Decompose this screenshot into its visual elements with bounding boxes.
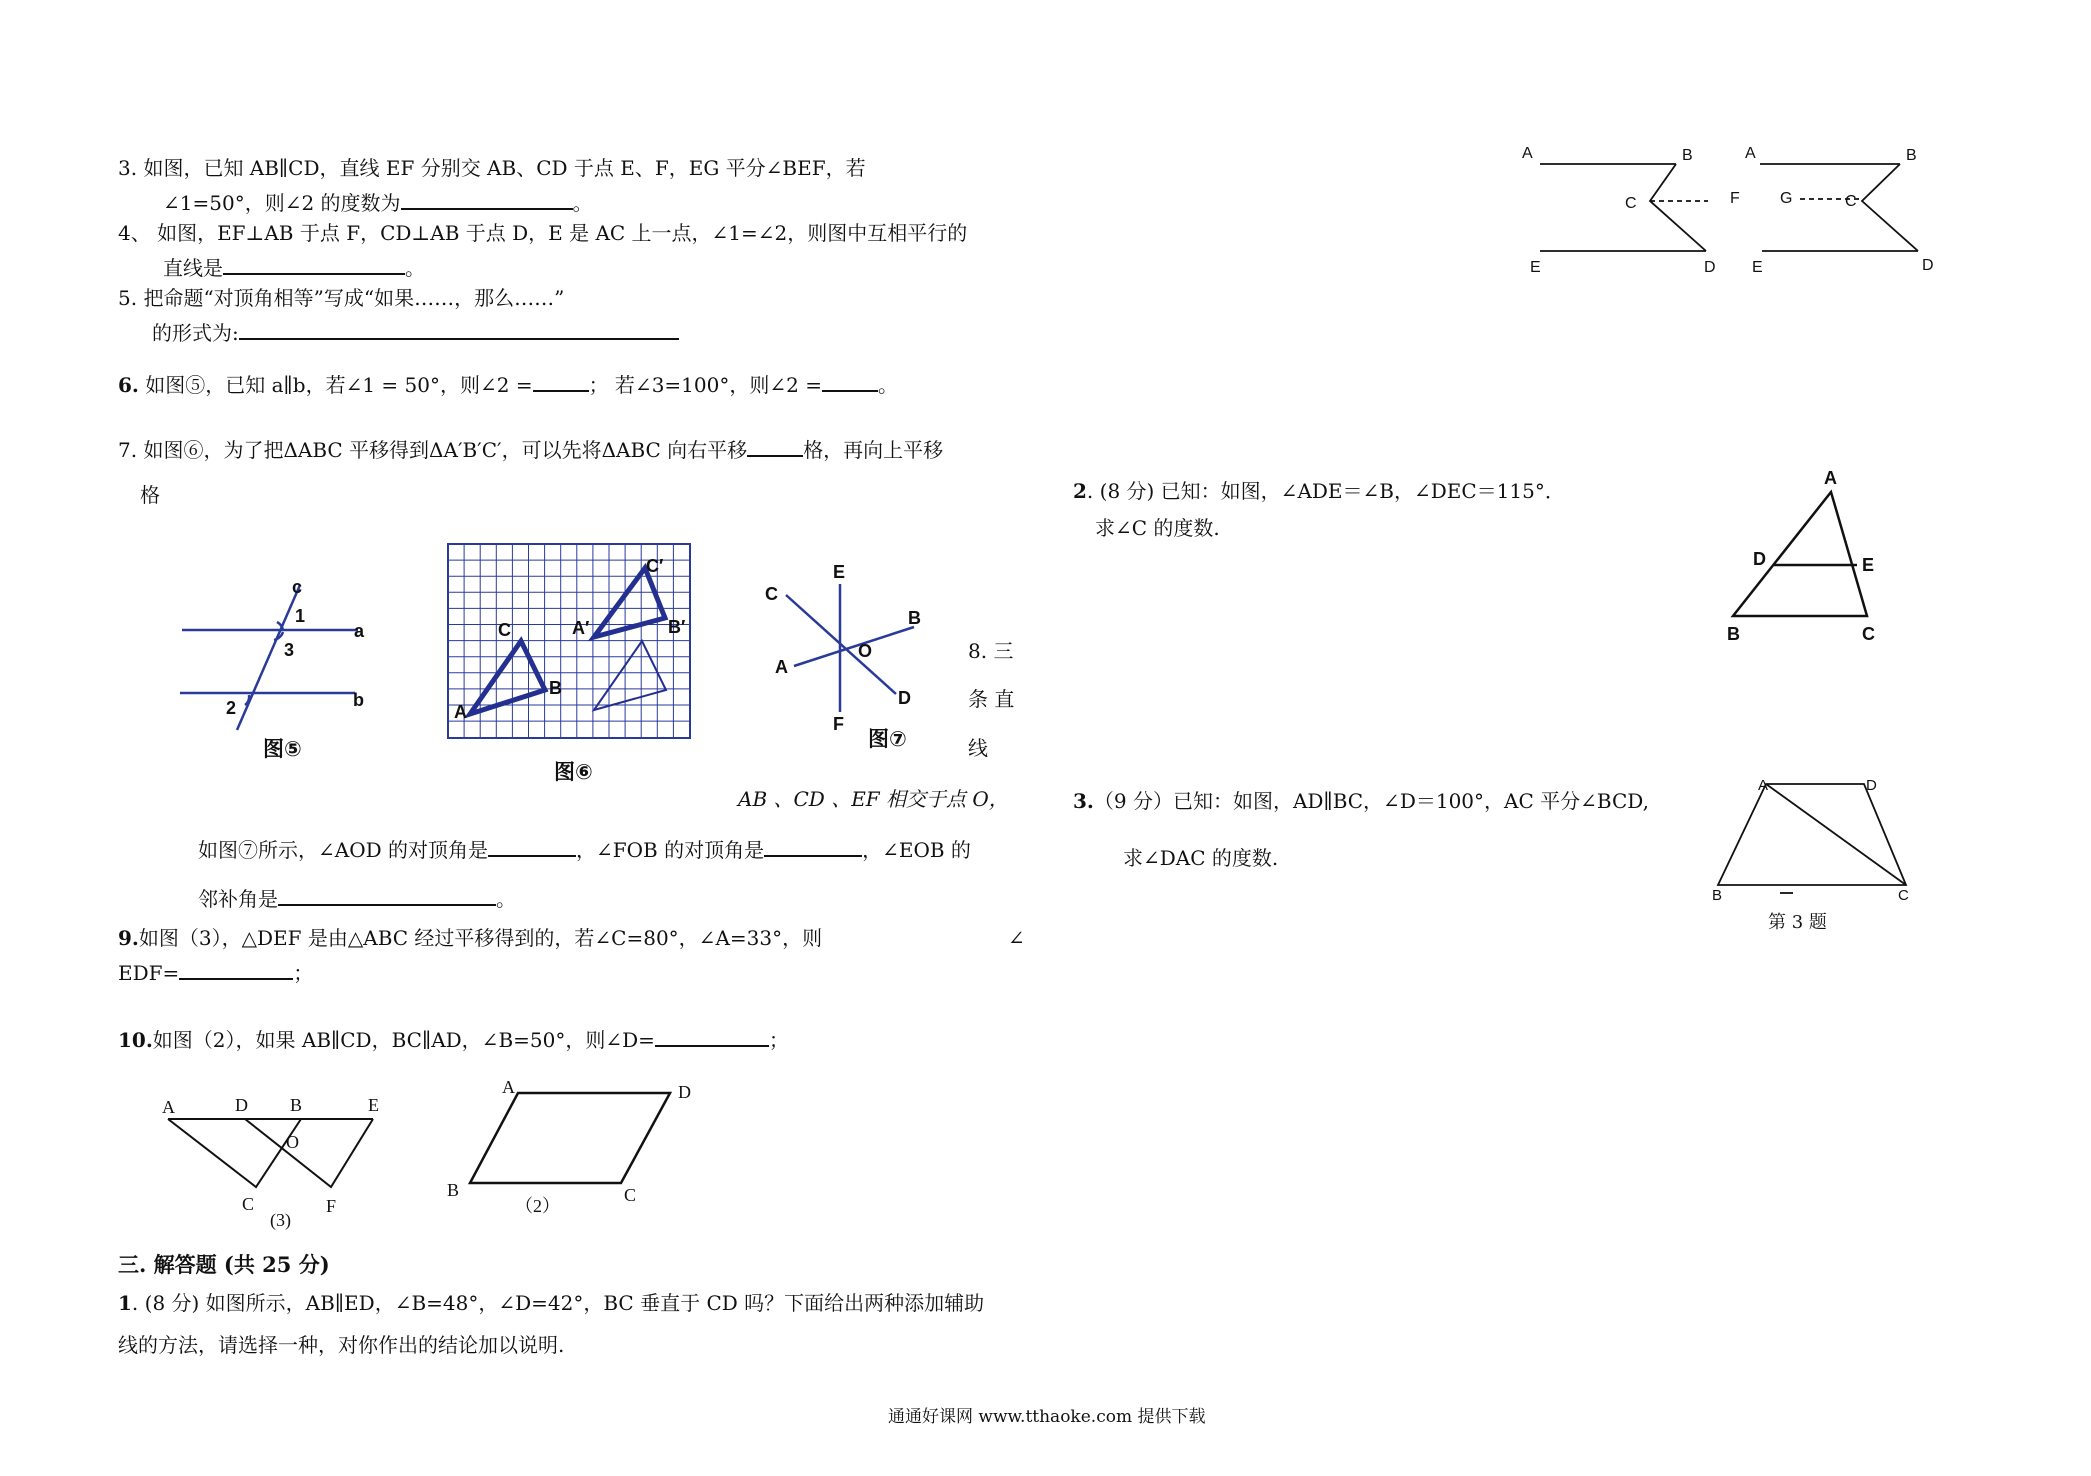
fig2-caption: （2） [515, 1196, 560, 1216]
q9-text: 如图（3），△DEF 是由△ABC 经过平移得到的，若∠C=80°，∠A=33°，则 [138, 926, 823, 950]
fig7-label-O: O [858, 641, 873, 661]
q5-line1: 5. 把命题“对顶角相等”写成“如果……，那么……” [118, 286, 565, 310]
fig7-caption: 图⑦ [868, 728, 907, 751]
ftr-label-D: D [1922, 257, 1934, 274]
triangle-def-sides [245, 1119, 373, 1187]
s2-text: . (8 分) 已知：如图，∠ADE＝∠B，∠DEC＝115°． [1086, 479, 1565, 503]
fig3-label-D: D [235, 1095, 248, 1115]
q6-text-a: 如图⑤，已知 a∥b，若∠1 = 50°，则∠2 = [138, 373, 533, 397]
ftl-label-E: E [1530, 259, 1541, 276]
s2-number: 2 [1073, 479, 1087, 503]
s3-label-A: A [1758, 777, 1769, 794]
ftr-label-E: E [1752, 259, 1763, 276]
fig7-label-B: B [908, 608, 921, 628]
figure-7 [786, 584, 914, 712]
ftl-label-F: F [1730, 190, 1740, 207]
q9-angle: ∠ [1008, 926, 1025, 950]
fig7-label-E: E [833, 562, 846, 582]
fig5-label-b: b [353, 690, 364, 710]
triangle-outline [594, 641, 666, 710]
s1-number: 1 [118, 1291, 132, 1315]
q4-text: 直线是 [163, 256, 223, 280]
figure-7-labels [765, 562, 921, 751]
q6-text-b: ； 若∠3=100°，则∠2 = [588, 373, 822, 397]
figure-s2-labels [1727, 468, 1875, 644]
fig2-label-C: C [624, 1185, 637, 1205]
figure-s3 [1718, 784, 1906, 893]
s2-line2: 求∠C 的度数. [1095, 516, 1220, 540]
q10-end: ； [768, 1028, 789, 1052]
fig5-label-c: c [292, 577, 303, 597]
q3-end: 。 [572, 191, 593, 215]
fig6-label-B: B [549, 678, 562, 698]
q3-text: ∠1=50°，则∠2 的度数为 [163, 191, 401, 215]
zigzag-bcd [1862, 164, 1918, 251]
q8-text-b: 如图⑦所示，∠AOD 的对顶角是 [198, 838, 488, 862]
section3-title: 三. 解答题 (共 25 分) [118, 1252, 330, 1277]
q10-text: 如图（2），如果 AB∥CD，BC∥AD，∠B=50°，则∠D= [152, 1028, 655, 1052]
ftl-label-B: B [1682, 147, 1693, 164]
q9-end: ； [293, 961, 314, 985]
fig5-caption: 图⑤ [263, 738, 302, 761]
s1-text: . (8 分) 如图所示，AB∥ED，∠B=48°，∠D=42°，BC 垂直于 CD 吗？下面给出两种添加辅助 [131, 1291, 985, 1315]
q3-line1: 3. 如图，已知 AB∥CD，直线 EF 分别交 AB、CD 于点 E、F，EG 平分∠BEF，若 [118, 156, 866, 180]
q7-text-b: 格，再向上平移 [803, 438, 944, 462]
q8-text-c: 邻补角是 [198, 887, 278, 911]
trapezoid-abcd [1718, 784, 1906, 885]
parallelogram-abcd [470, 1093, 670, 1183]
fig2-label-D: D [678, 1082, 691, 1102]
q8-text-b3: ，∠EOB 的 [862, 838, 971, 862]
fig6-label-A: A [454, 702, 467, 722]
q9-number: 9. [118, 926, 139, 950]
q8-end: 。 [496, 887, 516, 911]
s2-label-D: D [1753, 549, 1766, 569]
ftr-label-C: C [1845, 193, 1857, 210]
q4-end: 。 [405, 256, 425, 280]
q6-number: 6. [118, 373, 139, 397]
q8-line-a: AB 、CD 、EF 相交于点 O， [738, 787, 1009, 811]
s2-label-A: A [1824, 468, 1837, 488]
q7-text-a: 7. 如图⑥，为了把ΔABC 平移得到ΔA′B′C′，可以先将ΔABC 向右平移 [118, 438, 748, 462]
fig5-label-1: 1 [295, 606, 306, 626]
s2-label-E: E [1862, 555, 1875, 575]
fig3-label-A: A [162, 1097, 175, 1117]
s3-line2: 求∠DAC 的度数. [1123, 846, 1279, 870]
line-ab [794, 627, 914, 666]
fig6-caption: 图⑥ [554, 761, 593, 784]
ftr-label-A: A [1745, 145, 1756, 162]
fig3-label-E: E [368, 1095, 379, 1115]
fig5-label-a: a [354, 621, 365, 641]
fig3-caption: (3) [270, 1210, 291, 1230]
q9-text2: EDF= [118, 961, 180, 985]
fig3-label-B: B [290, 1095, 303, 1115]
q10-number: 10. [118, 1028, 153, 1052]
footer: 通通好课网 www.tthaoke.com 提供下载 [888, 1407, 1206, 1427]
fig5-label-2: 2 [226, 698, 237, 718]
ftl-label-D: D [1704, 259, 1716, 276]
figure-2 [470, 1093, 670, 1183]
q8-text-b2: ，∠FOB 的对顶角是 [576, 838, 765, 862]
s2-label-C: C [1862, 624, 1875, 644]
figure-3 [168, 1119, 373, 1187]
fig2-label-A: A [502, 1077, 515, 1097]
s3-number: 3. [1073, 789, 1094, 813]
q8-vertical-1: 8. 三 [968, 639, 1014, 663]
s1-line2: 线的方法，请选择一种，对你作出的结论加以说明. [118, 1333, 565, 1357]
fig6-label-A-prime: A′ [572, 618, 590, 638]
zigzag-bcd [1650, 164, 1706, 251]
q4-line1: 4、 如图，EF⊥AB 于点 F，CD⊥AB 于点 D，E 是 AC 上一点，∠1=∠2，则图中互相平行的 [118, 221, 968, 245]
q8-vertical-2: 条 直 [968, 687, 1015, 711]
fig5-label-3: 3 [284, 640, 295, 660]
s3-label-C: C [1898, 887, 1909, 904]
s3-caption: 第 3 题 [1768, 912, 1827, 933]
figure-top-left [1540, 164, 1708, 251]
figure-s3-labels [1712, 777, 1909, 933]
figure-5-labels [226, 577, 365, 761]
s3-label-D: D [1866, 777, 1877, 794]
triangle-a-prime [594, 568, 665, 637]
fig6-label-C: C [498, 620, 511, 640]
triangle-abc [470, 641, 545, 714]
q8-vertical-3: 线 [968, 736, 988, 760]
fig2-label-B: B [447, 1180, 460, 1200]
fig7-label-C: C [765, 584, 778, 604]
q6-end: 。 [877, 373, 898, 397]
figure-2-labels [447, 1077, 691, 1216]
fig6-label-C-prime: C′ [646, 556, 664, 576]
s3-text: （9 分）已知：如图，AD∥BC，∠D＝100°，AC 平分∠BCD, [1093, 789, 1649, 813]
fig7-label-A: A [775, 657, 788, 677]
q7-line2: 格 [140, 483, 160, 507]
triangle-abc-sides [168, 1119, 301, 1187]
figure-5 [180, 585, 358, 730]
fig3-label-F: F [326, 1196, 337, 1216]
q5-text: 的形式为: [152, 321, 239, 345]
ftr-label-G: G [1780, 190, 1793, 207]
fig6-label-B-prime: B′ [668, 617, 686, 637]
figure-6-labels [454, 556, 685, 784]
ftl-label-C: C [1625, 195, 1637, 212]
fig3-label-O: O [286, 1132, 299, 1152]
ftl-label-A: A [1522, 145, 1533, 162]
fig7-label-F: F [833, 714, 844, 734]
ftr-label-B: B [1906, 147, 1917, 164]
s2-label-B: B [1727, 624, 1740, 644]
s3-label-B: B [1712, 887, 1723, 904]
fig3-label-C: C [242, 1194, 255, 1214]
figure-top-right [1760, 164, 1918, 251]
fig7-label-D: D [898, 688, 911, 708]
